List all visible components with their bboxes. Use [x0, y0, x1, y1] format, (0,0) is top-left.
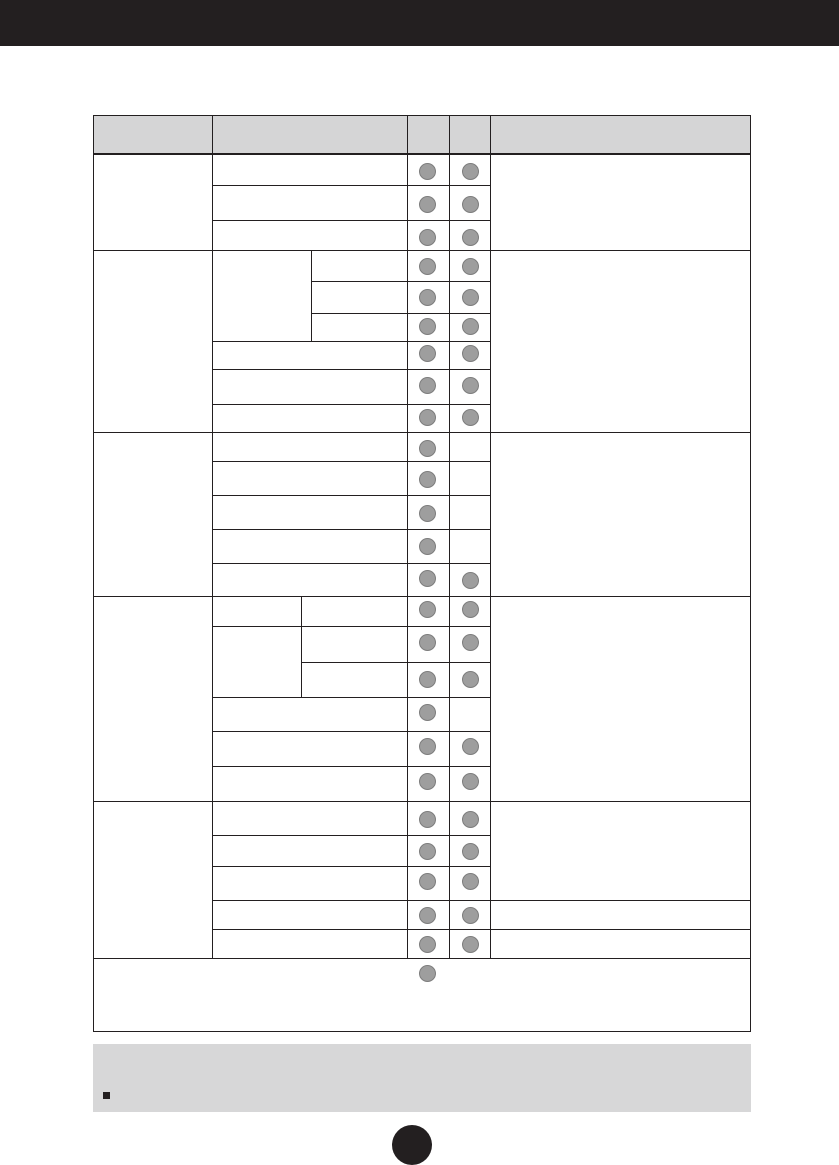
- column-rule: [490, 116, 491, 959]
- column-rule: [449, 116, 450, 959]
- support-dot-a-icon: [419, 505, 436, 522]
- support-dot-b-icon: [462, 873, 479, 890]
- subcolumn-rule: [311, 250, 312, 341]
- row-rule: [212, 341, 490, 342]
- column-rule: [407, 116, 408, 959]
- support-dot-a-icon: [419, 258, 436, 275]
- support-dot-b-icon: [462, 258, 479, 275]
- row-rule: [301, 662, 490, 663]
- support-dot-a-icon: [419, 440, 436, 457]
- row-rule: [212, 220, 490, 221]
- support-dot-a-icon: [419, 843, 436, 860]
- support-dot-a-icon: [419, 601, 436, 618]
- row-rule: [311, 281, 490, 282]
- row-rule: [311, 313, 490, 314]
- support-dot-b-icon: [462, 634, 479, 651]
- support-dot-b-icon: [462, 377, 479, 394]
- row-rule: [212, 185, 490, 186]
- row-rule: [212, 900, 751, 901]
- row-rule: [212, 404, 490, 405]
- footnote-dot-icon: [419, 965, 436, 982]
- support-dot-b-icon: [462, 936, 479, 953]
- row-rule: [212, 626, 490, 627]
- row-rule: [212, 495, 490, 496]
- support-dot-b-icon: [462, 163, 479, 180]
- support-dot-a-icon: [419, 634, 436, 651]
- support-dot-a-icon: [419, 471, 436, 488]
- row-rule: [212, 929, 751, 930]
- support-dot-a-icon: [419, 873, 436, 890]
- group-rule: [94, 250, 751, 251]
- support-dot-a-icon: [419, 907, 436, 924]
- support-dot-b-icon: [462, 318, 479, 335]
- support-dot-a-icon: [419, 409, 436, 426]
- group-rule: [94, 596, 751, 597]
- support-dot-a-icon: [419, 345, 436, 362]
- support-dot-b-icon: [462, 811, 479, 828]
- support-dot-b-icon: [462, 738, 479, 755]
- row-rule: [212, 529, 490, 530]
- support-dot-a-icon: [419, 936, 436, 953]
- support-dot-a-icon: [419, 538, 436, 555]
- support-dot-a-icon: [419, 811, 436, 828]
- table-header-row: [94, 116, 750, 154]
- settings-table: [93, 115, 751, 1032]
- support-dot-b-icon: [462, 907, 479, 924]
- row-rule: [212, 563, 490, 564]
- support-dot-b-icon: [462, 601, 479, 618]
- support-dot-a-icon: [419, 289, 436, 306]
- support-dot-b-icon: [462, 229, 479, 246]
- page-number-badge: [392, 1125, 432, 1165]
- row-rule: [212, 835, 490, 836]
- support-dot-a-icon: [419, 196, 436, 213]
- row-rule: [212, 461, 490, 462]
- support-dot-b-icon: [462, 345, 479, 362]
- support-dot-b-icon: [462, 773, 479, 790]
- row-rule: [212, 369, 490, 370]
- support-dot-a-icon: [419, 229, 436, 246]
- row-rule: [212, 697, 490, 698]
- support-dot-b-icon: [462, 671, 479, 688]
- note-bullet-icon: [103, 1092, 110, 1099]
- group-rule: [94, 432, 751, 433]
- support-dot-a-icon: [419, 570, 436, 587]
- support-dot-a-icon: [419, 671, 436, 688]
- support-dot-a-icon: [419, 318, 436, 335]
- column-rule: [212, 116, 213, 959]
- support-dot-b-icon: [462, 409, 479, 426]
- row-rule: [212, 866, 490, 867]
- support-dot-b-icon: [462, 289, 479, 306]
- support-dot-a-icon: [419, 773, 436, 790]
- support-dot-a-icon: [419, 738, 436, 755]
- note-box: [93, 1044, 751, 1112]
- row-rule: [212, 731, 490, 732]
- group-rule: [94, 801, 751, 802]
- support-dot-a-icon: [419, 704, 436, 721]
- row-rule: [212, 766, 490, 767]
- support-dot-a-icon: [419, 163, 436, 180]
- header-bar: [0, 0, 839, 46]
- footer-rule: [94, 958, 751, 959]
- support-dot-b-icon: [462, 196, 479, 213]
- subcolumn-rule: [301, 596, 302, 697]
- header-rule: [94, 153, 751, 155]
- support-dot-b-icon: [462, 843, 479, 860]
- support-dot-a-icon: [419, 377, 436, 394]
- support-dot-b-icon: [462, 572, 479, 589]
